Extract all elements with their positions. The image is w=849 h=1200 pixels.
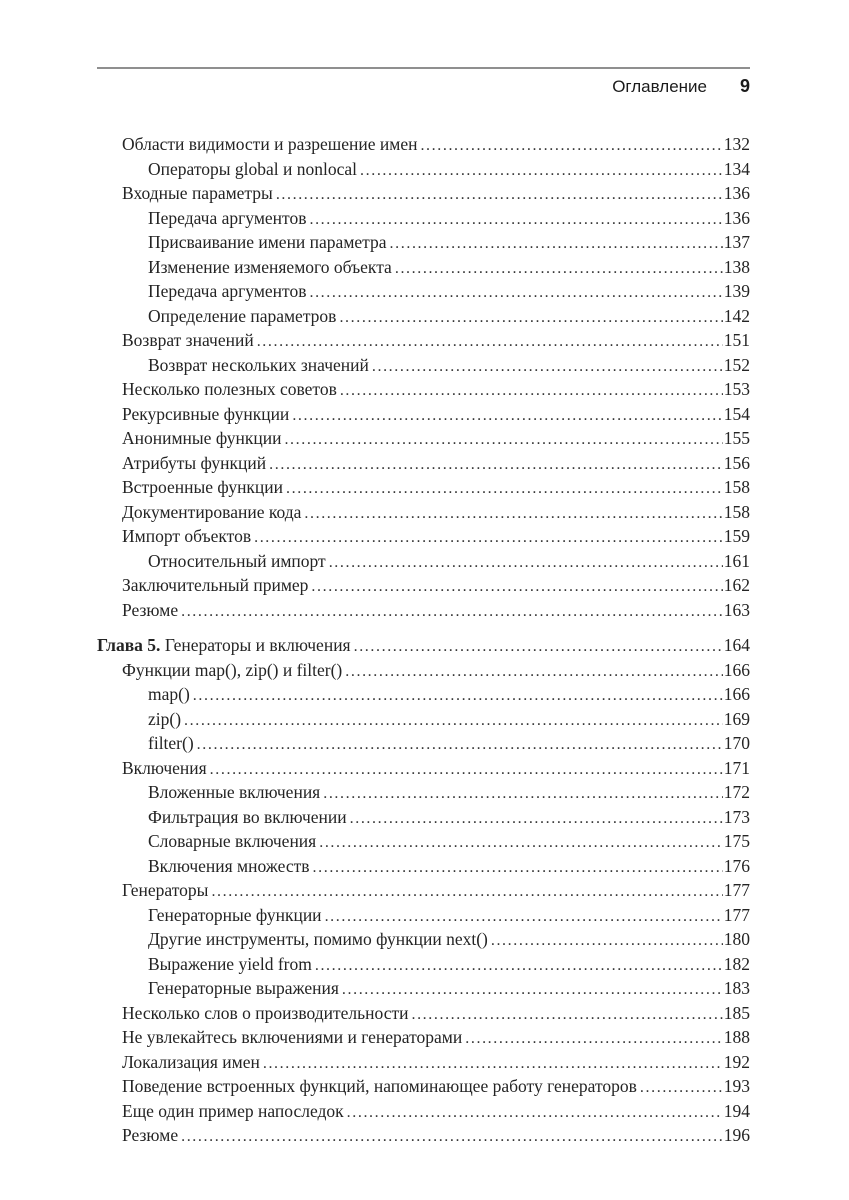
dot-leader [276,182,723,207]
toc-entry-page: 154 [723,403,750,424]
toc-entry [97,879,750,904]
dot-leader [313,855,723,880]
toc-entry-title: Рекурсивные функции [122,403,290,424]
toc-entry-page: 183 [723,978,750,998]
dot-leader [311,574,722,599]
toc-entry [97,634,750,659]
toc-entry-page: 162 [723,575,750,595]
dot-leader [197,732,723,757]
toc-entry [97,659,750,684]
dot-leader [323,781,723,806]
dot-leader [347,1100,723,1125]
dot-leader [315,953,723,978]
toc-entry-title: Включения множеств [148,855,310,876]
dot-leader [420,133,722,158]
toc-entry [97,525,750,550]
dot-leader [329,550,723,575]
toc-entry-page: 161 [723,550,750,571]
toc-entry-title: Словарные включения [148,831,317,851]
dot-leader [339,305,722,330]
toc-entry [97,476,750,501]
page-header [97,76,750,97]
toc-entry-title: Функции map(), zip() и filter() [122,659,343,680]
toc-entry-title: Атрибуты функций [122,452,267,473]
toc-entry-page: 155 [723,428,750,448]
toc-entry [97,732,750,757]
dot-leader [395,256,723,281]
toc-entry-page: 172 [723,782,750,802]
dot-leader [211,879,722,904]
toc-entry-title: Поведение встроенных функций, напоминающее работу генераторов [122,1076,637,1096]
toc-entry [97,928,750,953]
toc-entry-title: Несколько слов о производительности [122,1002,409,1023]
toc-entry [97,1075,750,1100]
toc-entry-page: 194 [723,1100,750,1121]
toc-entry-title: Не увлекайтесь включениями и генераторами [122,1027,463,1047]
toc-entry-page: 193 [723,1076,750,1096]
toc-entry-title: Глава 5. Генераторы и включения [97,635,351,655]
toc-entry [97,1051,750,1076]
toc-entry [97,550,750,575]
toc-entry-page: 136 [723,207,750,228]
toc-entry-title: Входные параметры [122,183,273,203]
toc-entry-page: 182 [723,953,750,974]
toc-entry [97,953,750,978]
toc-entry-page: 171 [723,757,750,778]
dot-leader [257,329,723,354]
toc-entry-page: 159 [723,526,750,546]
toc-entry [97,806,750,831]
toc-entry-page: 136 [723,183,750,203]
dot-leader [491,928,723,953]
dot-leader [181,1124,723,1149]
toc-entry [97,231,750,256]
toc-entry-title: Генераторные выражения [148,978,339,998]
dot-leader [411,1002,722,1027]
dot-leader [184,708,723,733]
chapter-label: Глава 5. [97,635,161,655]
toc-entry-page: 166 [723,684,750,704]
toc-entry [97,354,750,379]
toc-entry-title: Резюме [122,1125,179,1145]
dot-leader [350,806,723,831]
toc-entry-title: zip() [148,708,182,729]
toc-entry-title: Анонимные функции [122,428,282,448]
toc-entry-page: 163 [723,599,750,620]
toc-entry-title: Изменение изменяемого объекта [148,256,392,277]
toc-entry [97,329,750,354]
dot-leader [372,354,723,379]
dot-leader [193,683,723,708]
toc-entry-page: 153 [723,379,750,399]
toc-entry [97,256,750,281]
dot-leader [284,427,722,452]
dot-leader [325,904,723,929]
toc-entry-page: 180 [723,929,750,949]
toc-entry-page: 134 [723,158,750,179]
dot-leader [354,634,723,659]
toc-entry-page: 173 [723,806,750,827]
dot-leader [286,476,723,501]
toc-entry [97,904,750,929]
toc-entry-title: filter() [148,733,194,753]
toc-entry [97,182,750,207]
toc-entry-title: Резюме [122,599,179,620]
dot-leader [181,599,723,624]
header-rule [97,67,750,69]
toc-entry-title: Присваивание имени параметра [148,232,387,252]
toc-entry-title: Генераторы [122,880,209,900]
toc-list [97,133,750,1149]
toc-entry [97,757,750,782]
toc-entry-page: 151 [723,330,750,350]
toc-entry [97,501,750,526]
dot-leader [309,207,722,232]
dot-leader [342,977,723,1002]
toc-entry-title: Заключительный пример [122,575,309,595]
dot-leader [292,403,722,428]
dot-leader [309,280,722,305]
toc-entry-title: Передача аргументов [148,207,307,228]
dot-leader [319,830,723,855]
dot-leader [254,525,723,550]
toc-entry [97,133,750,158]
toc-entry-title: Документирование кода [122,501,302,522]
toc-entry-page: 176 [723,855,750,876]
dot-leader [263,1051,723,1076]
toc-entry-page: 158 [723,501,750,522]
toc-entry-page: 192 [723,1051,750,1072]
toc-entry [97,781,750,806]
dot-leader [360,158,723,183]
dot-leader [345,659,722,684]
toc-entry-title: Включения [122,757,207,778]
toc-entry-page: 185 [723,1002,750,1023]
toc-entry-page: 152 [723,354,750,375]
dot-leader [465,1026,722,1051]
toc-entry-page: 164 [723,635,750,655]
toc-entry-title: Фильтрация во включении [148,806,347,827]
toc-entry [97,452,750,477]
toc-entry-page: 177 [723,904,750,925]
toc-entry-title: Передача аргументов [148,281,307,301]
toc-entry-page: 196 [723,1125,750,1145]
toc-entry-title: Области видимости и разрешение имен [122,134,418,154]
dot-leader [640,1075,723,1100]
dot-leader [340,378,723,403]
toc-entry [97,1026,750,1051]
toc-entry-page: 177 [723,880,750,900]
toc-entry-page: 138 [723,256,750,277]
dot-leader [269,452,723,477]
toc-entry-page: 158 [723,477,750,497]
toc-entry [97,708,750,733]
toc-entry-title: Несколько полезных советов [122,379,337,399]
toc-entry [97,830,750,855]
toc-entry-page: 170 [723,733,750,753]
toc-entry-title: Выражение yield from [148,953,312,974]
toc-entry-title: Еще один пример напоследок [122,1100,344,1121]
toc-entry [97,427,750,452]
running-head-title: Оглавление [612,77,707,96]
toc-entry-title: Генераторные функции [148,904,322,925]
toc-entry-title: Определение параметров [148,305,337,326]
toc-entry [97,599,750,624]
toc-entry-title: Импорт объектов [122,526,252,546]
dot-leader [210,757,723,782]
toc-entry [97,305,750,330]
toc-entry-title: Встроенные функции [122,477,284,497]
toc-entry [97,1124,750,1149]
toc-entry [97,683,750,708]
toc-entry-title: Относительный импорт [148,550,326,571]
dot-leader [304,501,722,526]
toc-entry-page: 132 [723,134,750,154]
header-page-number: 9 [739,76,750,96]
toc-entry-page: 139 [723,281,750,301]
toc-entry-page: 156 [723,452,750,473]
toc-entry [97,1002,750,1027]
toc-entry-page: 175 [723,831,750,851]
toc-entry-title: Другие инструменты, помимо функции next() [148,929,488,949]
toc-entry [97,403,750,428]
toc-entry [97,977,750,1002]
toc-entry-page: 137 [723,232,750,252]
toc-entry-page: 169 [723,708,750,729]
toc-entry [97,855,750,880]
toc-entry-title: Возврат нескольких значений [148,354,369,375]
toc-entry [97,280,750,305]
toc-entry-page: 142 [723,305,750,326]
toc-entry-title: map() [148,684,190,704]
toc-entry-title: Локализация имен [122,1051,260,1072]
toc-entry [97,158,750,183]
toc-entry [97,1100,750,1125]
dot-leader [390,231,723,256]
toc-entry-page: 166 [723,659,750,680]
toc-entry [97,378,750,403]
toc-entry-page: 188 [723,1027,750,1047]
toc-entry-title: Операторы global и nonlocal [148,158,358,179]
toc-entry-title: Вложенные включения [148,782,321,802]
toc-page [97,0,750,1149]
toc-entry [97,207,750,232]
toc-entry [97,574,750,599]
toc-entry-title: Возврат значений [122,330,254,350]
